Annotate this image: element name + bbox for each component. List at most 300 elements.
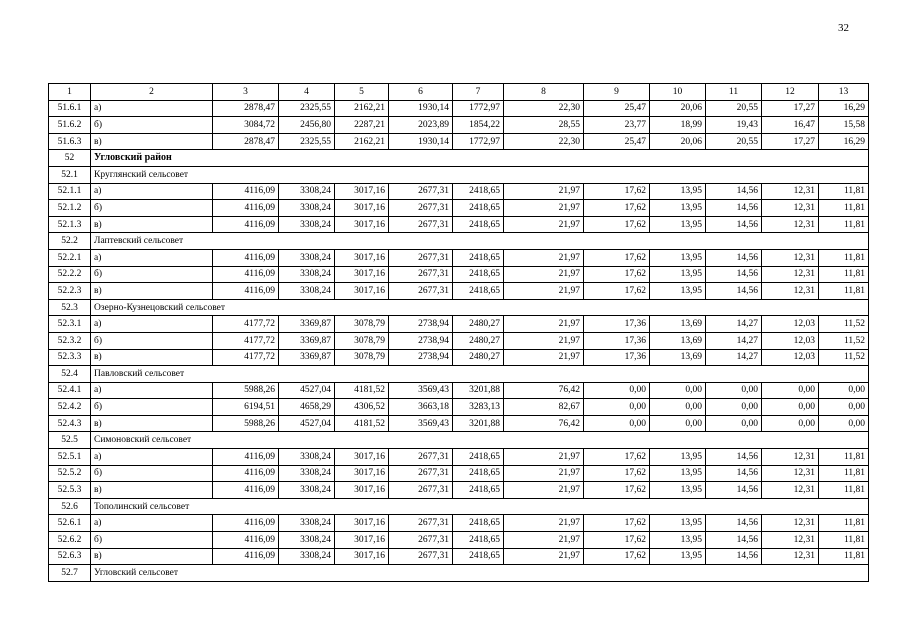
- value-cell: 2418,65: [453, 449, 504, 466]
- value-cell: 12,31: [762, 200, 819, 217]
- value-cell: 0,00: [762, 399, 819, 416]
- value-cell: 21,97: [504, 482, 584, 499]
- value-cell: 23,77: [584, 117, 650, 134]
- value-cell: 18,99: [650, 117, 706, 134]
- value-cell: 21,97: [504, 465, 584, 482]
- value-cell: 3308,24: [279, 283, 335, 300]
- value-cell: 2162,21: [335, 133, 389, 150]
- value-cell: 2418,65: [453, 548, 504, 565]
- row-variant: а): [91, 382, 213, 399]
- section-number: 52.6: [49, 498, 91, 515]
- value-cell: 2418,65: [453, 183, 504, 200]
- value-cell: 3017,16: [335, 515, 389, 532]
- column-number: 13: [819, 84, 869, 101]
- table-body: [49, 84, 869, 582]
- value-cell: 2480,27: [453, 316, 504, 333]
- table-row: [49, 399, 869, 416]
- row-variant: в): [91, 283, 213, 300]
- section-number: 52.2: [49, 233, 91, 250]
- value-cell: 0,00: [706, 399, 762, 416]
- value-cell: 21,97: [504, 349, 584, 366]
- value-cell: 3017,16: [335, 548, 389, 565]
- column-number: 4: [279, 84, 335, 101]
- value-cell: 2677,31: [389, 465, 453, 482]
- value-cell: 2418,65: [453, 200, 504, 217]
- value-cell: 25,47: [584, 100, 650, 117]
- value-cell: 25,47: [584, 133, 650, 150]
- value-cell: 14,56: [706, 283, 762, 300]
- value-cell: 4116,09: [213, 216, 279, 233]
- value-cell: 4177,72: [213, 349, 279, 366]
- section-row: [49, 150, 869, 167]
- column-number: 5: [335, 84, 389, 101]
- value-cell: 21,97: [504, 200, 584, 217]
- value-cell: 14,56: [706, 449, 762, 466]
- row-number: 52.1.2: [49, 200, 91, 217]
- value-cell: 0,00: [584, 382, 650, 399]
- value-cell: 2418,65: [453, 266, 504, 283]
- value-cell: 2677,31: [389, 216, 453, 233]
- value-cell: 22,30: [504, 133, 584, 150]
- table-row: [49, 183, 869, 200]
- column-number: 7: [453, 84, 504, 101]
- section-number: 52.7: [49, 565, 91, 582]
- value-cell: 1772,97: [453, 133, 504, 150]
- value-cell: 4116,09: [213, 249, 279, 266]
- row-variant: в): [91, 548, 213, 565]
- value-cell: 3308,24: [279, 548, 335, 565]
- value-cell: 17,62: [584, 266, 650, 283]
- value-cell: 13,95: [650, 532, 706, 549]
- value-cell: 5988,26: [213, 382, 279, 399]
- row-variant: б): [91, 266, 213, 283]
- value-cell: 21,97: [504, 283, 584, 300]
- value-cell: 13,69: [650, 332, 706, 349]
- value-cell: 17,62: [584, 216, 650, 233]
- table-row: [49, 349, 869, 366]
- value-cell: 14,56: [706, 249, 762, 266]
- table-row: [49, 415, 869, 432]
- value-cell: 4116,09: [213, 465, 279, 482]
- value-cell: 2677,31: [389, 449, 453, 466]
- value-cell: 11,81: [819, 482, 869, 499]
- value-cell: 13,95: [650, 548, 706, 565]
- value-cell: 3078,79: [335, 316, 389, 333]
- value-cell: 17,36: [584, 349, 650, 366]
- value-cell: 21,97: [504, 216, 584, 233]
- value-cell: 13,95: [650, 216, 706, 233]
- row-number: 52.6.3: [49, 548, 91, 565]
- value-cell: 3084,72: [213, 117, 279, 134]
- value-cell: 11,81: [819, 449, 869, 466]
- value-cell: 21,97: [504, 183, 584, 200]
- value-cell: 2418,65: [453, 283, 504, 300]
- value-cell: 11,81: [819, 266, 869, 283]
- section-number: 52: [49, 150, 91, 167]
- row-variant: б): [91, 200, 213, 217]
- value-cell: 17,62: [584, 200, 650, 217]
- value-cell: 20,06: [650, 100, 706, 117]
- value-cell: 14,56: [706, 266, 762, 283]
- value-cell: 3017,16: [335, 266, 389, 283]
- value-cell: 4116,09: [213, 449, 279, 466]
- value-cell: 12,31: [762, 266, 819, 283]
- value-cell: 12,03: [762, 349, 819, 366]
- value-cell: 13,95: [650, 482, 706, 499]
- value-cell: 0,00: [819, 382, 869, 399]
- value-cell: 3308,24: [279, 266, 335, 283]
- row-number: 52.2.2: [49, 266, 91, 283]
- value-cell: 14,27: [706, 332, 762, 349]
- value-cell: 3308,24: [279, 465, 335, 482]
- value-cell: 2023,89: [389, 117, 453, 134]
- row-number: 51.6.2: [49, 117, 91, 134]
- value-cell: 17,62: [584, 283, 650, 300]
- section-title: Павловский сельсовет: [91, 366, 869, 383]
- value-cell: 2677,31: [389, 183, 453, 200]
- value-cell: 3201,88: [453, 382, 504, 399]
- value-cell: 17,62: [584, 249, 650, 266]
- section-row: [49, 565, 869, 582]
- value-cell: 14,56: [706, 482, 762, 499]
- value-cell: 11,52: [819, 316, 869, 333]
- value-cell: 2677,31: [389, 515, 453, 532]
- value-cell: 14,56: [706, 200, 762, 217]
- column-number: 11: [706, 84, 762, 101]
- value-cell: 21,97: [504, 515, 584, 532]
- value-cell: 2418,65: [453, 515, 504, 532]
- value-cell: 0,00: [762, 415, 819, 432]
- table-row: [49, 316, 869, 333]
- value-cell: 2677,31: [389, 200, 453, 217]
- row-variant: а): [91, 316, 213, 333]
- value-cell: 12,03: [762, 332, 819, 349]
- value-cell: 19,43: [706, 117, 762, 134]
- table-row: [49, 283, 869, 300]
- value-cell: 4116,09: [213, 200, 279, 217]
- value-cell: 17,62: [584, 548, 650, 565]
- value-cell: 13,95: [650, 249, 706, 266]
- table-row: [49, 515, 869, 532]
- value-cell: 3017,16: [335, 482, 389, 499]
- row-number: 52.1.1: [49, 183, 91, 200]
- column-number: 6: [389, 84, 453, 101]
- value-cell: 4116,09: [213, 266, 279, 283]
- section-number: 52.3: [49, 299, 91, 316]
- value-cell: 2418,65: [453, 532, 504, 549]
- value-cell: 3078,79: [335, 349, 389, 366]
- value-cell: 17,62: [584, 532, 650, 549]
- value-cell: 17,27: [762, 100, 819, 117]
- value-cell: 0,00: [819, 415, 869, 432]
- value-cell: 4181,52: [335, 382, 389, 399]
- row-variant: в): [91, 216, 213, 233]
- value-cell: 12,31: [762, 449, 819, 466]
- row-number: 52.1.3: [49, 216, 91, 233]
- value-cell: 3017,16: [335, 216, 389, 233]
- value-cell: 21,97: [504, 449, 584, 466]
- value-cell: 3369,87: [279, 332, 335, 349]
- value-cell: 3201,88: [453, 415, 504, 432]
- value-cell: 4116,09: [213, 515, 279, 532]
- value-cell: 17,36: [584, 332, 650, 349]
- value-cell: 3308,24: [279, 515, 335, 532]
- value-cell: 20,55: [706, 133, 762, 150]
- value-cell: 14,27: [706, 316, 762, 333]
- value-cell: 0,00: [762, 382, 819, 399]
- section-number: 52.4: [49, 366, 91, 383]
- value-cell: 16,47: [762, 117, 819, 134]
- value-cell: 17,62: [584, 482, 650, 499]
- value-cell: 2480,27: [453, 349, 504, 366]
- column-number: 2: [91, 84, 213, 101]
- value-cell: 2325,55: [279, 133, 335, 150]
- row-number: 52.3.3: [49, 349, 91, 366]
- section-title: Лаптевский сельсовет: [91, 233, 869, 250]
- section-title: Тополинский сельсовет: [91, 498, 869, 515]
- row-variant: в): [91, 133, 213, 150]
- value-cell: 4527,04: [279, 382, 335, 399]
- value-cell: 13,95: [650, 515, 706, 532]
- value-cell: 11,81: [819, 548, 869, 565]
- value-cell: 3017,16: [335, 465, 389, 482]
- value-cell: 15,58: [819, 117, 869, 134]
- value-cell: 11,81: [819, 183, 869, 200]
- value-cell: 11,81: [819, 515, 869, 532]
- value-cell: 1930,14: [389, 100, 453, 117]
- value-cell: 0,00: [584, 399, 650, 416]
- value-cell: 2677,31: [389, 283, 453, 300]
- value-cell: 3017,16: [335, 200, 389, 217]
- value-cell: 14,56: [706, 515, 762, 532]
- value-cell: 3369,87: [279, 316, 335, 333]
- table-row: [49, 548, 869, 565]
- value-cell: 4116,09: [213, 532, 279, 549]
- value-cell: 11,81: [819, 216, 869, 233]
- value-cell: 3308,24: [279, 249, 335, 266]
- value-cell: 1854,22: [453, 117, 504, 134]
- row-variant: в): [91, 482, 213, 499]
- column-number: 10: [650, 84, 706, 101]
- value-cell: 14,56: [706, 548, 762, 565]
- section-row: [49, 498, 869, 515]
- value-cell: 5988,26: [213, 415, 279, 432]
- value-cell: 14,56: [706, 183, 762, 200]
- value-cell: 16,29: [819, 100, 869, 117]
- value-cell: 4181,52: [335, 415, 389, 432]
- table-row: [49, 482, 869, 499]
- row-variant: а): [91, 249, 213, 266]
- value-cell: 4306,52: [335, 399, 389, 416]
- value-cell: 3663,18: [389, 399, 453, 416]
- value-cell: 4177,72: [213, 332, 279, 349]
- value-cell: 2677,31: [389, 266, 453, 283]
- value-cell: 4116,09: [213, 283, 279, 300]
- value-cell: 2418,65: [453, 249, 504, 266]
- table-row: [49, 532, 869, 549]
- value-cell: 28,55: [504, 117, 584, 134]
- section-title: Угловский район: [91, 150, 869, 167]
- table-row: [49, 100, 869, 117]
- table-row: [49, 266, 869, 283]
- value-cell: 21,97: [504, 266, 584, 283]
- value-cell: 0,00: [650, 415, 706, 432]
- value-cell: 76,42: [504, 382, 584, 399]
- value-cell: 3078,79: [335, 332, 389, 349]
- value-cell: 3017,16: [335, 183, 389, 200]
- value-cell: 14,56: [706, 532, 762, 549]
- table-row: [49, 133, 869, 150]
- header-row: [49, 84, 869, 101]
- row-number: 52.4.1: [49, 382, 91, 399]
- row-variant: а): [91, 100, 213, 117]
- row-variant: б): [91, 532, 213, 549]
- section-title: Угловский сельсовет: [91, 565, 869, 582]
- row-number: 52.5.2: [49, 465, 91, 482]
- value-cell: 13,69: [650, 349, 706, 366]
- section-title: Круглянский сельсовет: [91, 166, 869, 183]
- value-cell: 2738,94: [389, 349, 453, 366]
- value-cell: 13,95: [650, 465, 706, 482]
- value-cell: 12,31: [762, 515, 819, 532]
- row-number: 52.6.1: [49, 515, 91, 532]
- value-cell: 3308,24: [279, 216, 335, 233]
- value-cell: 20,55: [706, 100, 762, 117]
- value-cell: 82,67: [504, 399, 584, 416]
- table-row: [49, 382, 869, 399]
- value-cell: 22,30: [504, 100, 584, 117]
- section-row: [49, 299, 869, 316]
- value-cell: 1930,14: [389, 133, 453, 150]
- value-cell: 0,00: [706, 382, 762, 399]
- value-cell: 14,56: [706, 465, 762, 482]
- value-cell: 4116,09: [213, 548, 279, 565]
- section-row: [49, 233, 869, 250]
- value-cell: 2480,27: [453, 332, 504, 349]
- value-cell: 12,31: [762, 183, 819, 200]
- value-cell: 4527,04: [279, 415, 335, 432]
- section-row: [49, 166, 869, 183]
- value-cell: 2878,47: [213, 133, 279, 150]
- value-cell: 12,03: [762, 316, 819, 333]
- value-cell: 2325,55: [279, 100, 335, 117]
- value-cell: 14,27: [706, 349, 762, 366]
- value-cell: 2878,47: [213, 100, 279, 117]
- value-cell: 4177,72: [213, 316, 279, 333]
- row-number: 51.6.1: [49, 100, 91, 117]
- value-cell: 21,97: [504, 548, 584, 565]
- value-cell: 21,97: [504, 316, 584, 333]
- value-cell: 11,81: [819, 283, 869, 300]
- row-variant: б): [91, 117, 213, 134]
- table-row: [49, 117, 869, 134]
- value-cell: 13,69: [650, 316, 706, 333]
- value-cell: 17,62: [584, 449, 650, 466]
- value-cell: 0,00: [706, 415, 762, 432]
- column-number: 12: [762, 84, 819, 101]
- value-cell: 2677,31: [389, 548, 453, 565]
- value-cell: 13,95: [650, 283, 706, 300]
- value-cell: 0,00: [584, 415, 650, 432]
- value-cell: 2738,94: [389, 332, 453, 349]
- table-row: [49, 200, 869, 217]
- value-cell: 11,81: [819, 200, 869, 217]
- row-variant: б): [91, 332, 213, 349]
- value-cell: 3017,16: [335, 532, 389, 549]
- value-cell: 13,95: [650, 449, 706, 466]
- table-row: [49, 332, 869, 349]
- value-cell: 17,27: [762, 133, 819, 150]
- value-cell: 21,97: [504, 249, 584, 266]
- column-number: 3: [213, 84, 279, 101]
- value-cell: 12,31: [762, 249, 819, 266]
- value-cell: 12,31: [762, 283, 819, 300]
- value-cell: 17,62: [584, 465, 650, 482]
- value-cell: 4116,09: [213, 482, 279, 499]
- table-row: [49, 449, 869, 466]
- section-number: 52.1: [49, 166, 91, 183]
- section-number: 52.5: [49, 432, 91, 449]
- value-cell: 3017,16: [335, 249, 389, 266]
- value-cell: 1772,97: [453, 100, 504, 117]
- value-cell: 0,00: [650, 399, 706, 416]
- value-cell: 11,52: [819, 349, 869, 366]
- row-number: 51.6.3: [49, 133, 91, 150]
- value-cell: 11,81: [819, 249, 869, 266]
- value-cell: 3283,13: [453, 399, 504, 416]
- row-variant: в): [91, 349, 213, 366]
- value-cell: 2287,21: [335, 117, 389, 134]
- value-cell: 3308,24: [279, 449, 335, 466]
- value-cell: 13,95: [650, 266, 706, 283]
- row-number: 52.3.2: [49, 332, 91, 349]
- value-cell: 17,62: [584, 515, 650, 532]
- value-cell: 12,31: [762, 216, 819, 233]
- row-number: 52.4.2: [49, 399, 91, 416]
- value-cell: 3017,16: [335, 449, 389, 466]
- value-cell: 12,31: [762, 482, 819, 499]
- value-cell: 3569,43: [389, 415, 453, 432]
- row-number: 52.6.2: [49, 532, 91, 549]
- value-cell: 0,00: [819, 399, 869, 416]
- section-row: [49, 432, 869, 449]
- value-cell: 12,31: [762, 465, 819, 482]
- row-variant: а): [91, 515, 213, 532]
- value-cell: 3369,87: [279, 349, 335, 366]
- section-title: Симоновский сельсовет: [91, 432, 869, 449]
- value-cell: 12,31: [762, 532, 819, 549]
- value-cell: 3308,24: [279, 200, 335, 217]
- row-variant: а): [91, 449, 213, 466]
- value-cell: 12,31: [762, 548, 819, 565]
- value-cell: 21,97: [504, 332, 584, 349]
- column-number: 9: [584, 84, 650, 101]
- value-cell: 2677,31: [389, 249, 453, 266]
- value-cell: 2162,21: [335, 100, 389, 117]
- value-cell: 2677,31: [389, 482, 453, 499]
- row-variant: б): [91, 465, 213, 482]
- row-variant: а): [91, 183, 213, 200]
- value-cell: 2418,65: [453, 482, 504, 499]
- value-cell: 20,06: [650, 133, 706, 150]
- row-number: 52.2.3: [49, 283, 91, 300]
- row-number: 52.3.1: [49, 316, 91, 333]
- value-cell: 3017,16: [335, 283, 389, 300]
- table-row: [49, 216, 869, 233]
- table-row: [49, 249, 869, 266]
- value-cell: 3569,43: [389, 382, 453, 399]
- value-cell: 2456,80: [279, 117, 335, 134]
